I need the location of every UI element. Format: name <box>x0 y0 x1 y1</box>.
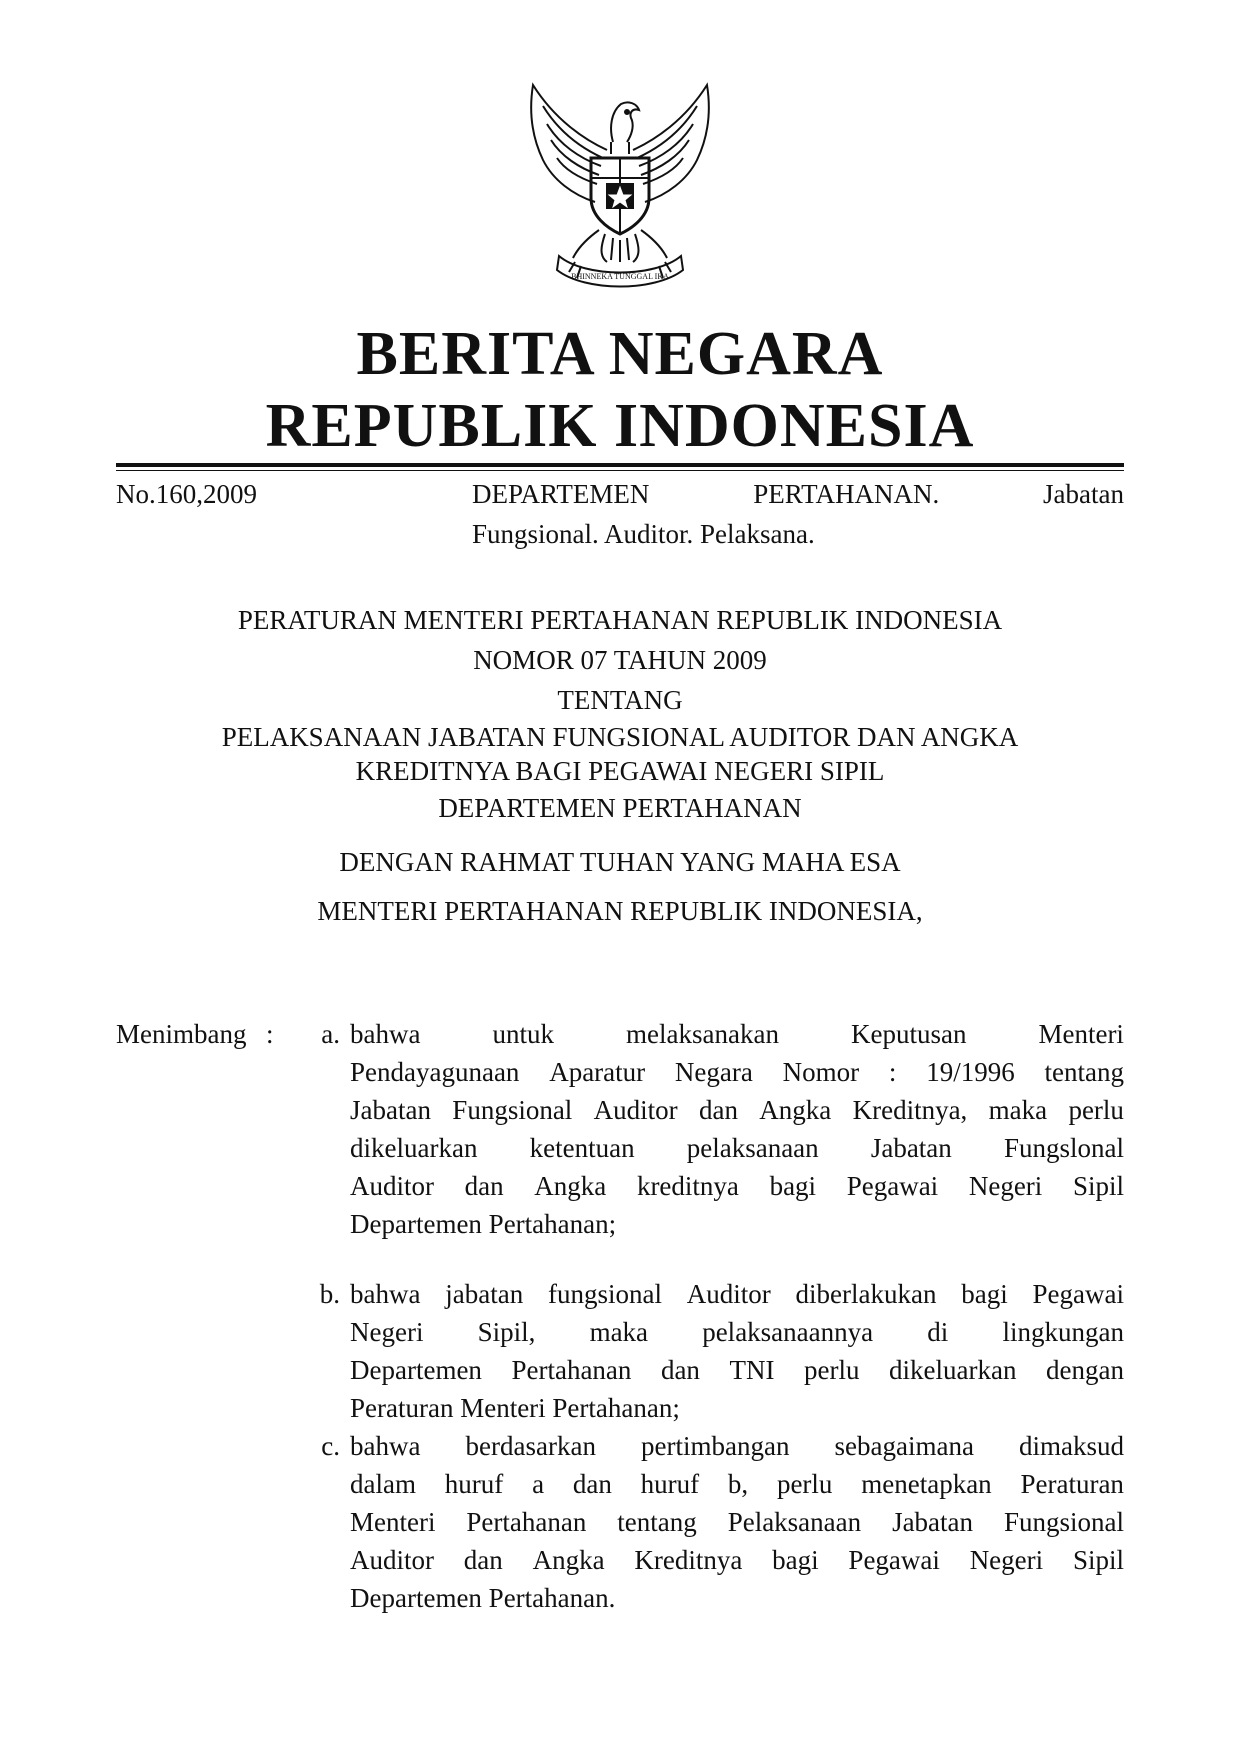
item-word: Pegawai <box>1032 1279 1124 1309</box>
item-marker: a. <box>321 1019 340 1049</box>
item-word: Angka <box>532 1545 605 1575</box>
item-word: Negeri <box>968 1171 1043 1201</box>
item-word: Kreditnya, <box>852 1095 968 1125</box>
item-word: tentang <box>1044 1057 1124 1087</box>
item-word: Pertahanan <box>511 1355 632 1385</box>
item-marker: b. <box>319 1279 340 1309</box>
item-word: Jabatan <box>350 1095 431 1125</box>
minister-heading: MENTERI PERTAHANAN REPUBLIK INDONESIA, <box>317 896 923 926</box>
item-word: Fungsional <box>1003 1507 1124 1537</box>
item-word: diberlakukan <box>795 1279 937 1309</box>
item-word: ketentuan <box>529 1133 635 1163</box>
item-word: sebagaimana <box>834 1431 974 1461</box>
item-word: Keputusan <box>850 1019 967 1049</box>
item-word: bahwa <box>350 1431 421 1461</box>
item-word: bagi <box>961 1279 1008 1309</box>
item-text-line <box>350 1389 1124 1427</box>
item-word: tentang <box>617 1507 697 1537</box>
item-word: Peraturan <box>1020 1469 1124 1499</box>
garuda-emblem-icon <box>515 80 725 300</box>
item-word: Auditor <box>350 1545 434 1575</box>
item-word: bagi <box>769 1171 817 1201</box>
item-word: jabatan <box>445 1279 524 1309</box>
item-word: Jabatan <box>892 1507 974 1537</box>
item-word: TNI <box>729 1355 775 1385</box>
item-word: Menteri <box>1038 1019 1124 1049</box>
item-word: dan <box>572 1469 612 1499</box>
item-text-line <box>350 1351 1124 1389</box>
item-word: Kreditnya <box>634 1545 743 1575</box>
item-text-line <box>350 1053 1124 1091</box>
masthead <box>0 318 1240 462</box>
item-word: Sipil <box>1072 1171 1124 1201</box>
item-word: lingkungan <box>1002 1317 1124 1347</box>
item-text-line <box>350 1275 1124 1313</box>
item-word: 19/1996 <box>926 1057 1015 1087</box>
item-word: dimaksud <box>1018 1431 1124 1461</box>
item-word: dalam <box>350 1469 416 1499</box>
item-word: Aparatur <box>549 1057 646 1087</box>
item-word: Jabatan <box>870 1133 952 1163</box>
item-word: huruf <box>640 1469 700 1499</box>
item-text-line <box>350 1091 1124 1129</box>
item-word: Menteri <box>350 1507 436 1537</box>
item-word: dan <box>660 1355 700 1385</box>
item-word: Peraturan Menteri Pertahanan; <box>350 1393 680 1423</box>
item-word: bahwa <box>350 1019 421 1049</box>
item-word: berdasarkan <box>465 1431 596 1461</box>
item-word: : <box>888 1057 897 1087</box>
item-word: pelaksanaan <box>686 1133 819 1163</box>
item-word: Fungslonal <box>1003 1133 1124 1163</box>
item-text-line <box>350 1205 1124 1243</box>
item-marker: c. <box>321 1431 340 1461</box>
item-text-line <box>350 1313 1124 1351</box>
item-word: Angka <box>534 1171 607 1201</box>
item-word: kreditnya <box>636 1171 739 1201</box>
subject-line-2: Fungsional. Auditor. Pelaksana. <box>472 519 815 549</box>
item-word: melaksanakan <box>626 1019 779 1049</box>
emblem-motto: BHINNEKA TUNGGAL IKA <box>571 272 669 281</box>
item-word: dan <box>698 1095 738 1125</box>
item-text-line <box>350 1579 1124 1617</box>
item-word: untuk <box>492 1019 554 1049</box>
subject-word: PERTAHANAN. <box>753 479 940 509</box>
item-word: b, <box>727 1469 749 1499</box>
item-word: Pegawai <box>846 1171 939 1201</box>
item-word: dengan <box>1045 1355 1124 1385</box>
item-text <box>350 1275 1124 1427</box>
item-word: Negeri <box>969 1545 1044 1575</box>
item-word: di <box>927 1317 949 1347</box>
item-word: Pendayagunaan <box>350 1057 520 1087</box>
item-word: fungsional <box>547 1279 662 1309</box>
item-text-line <box>350 1541 1124 1579</box>
item-word: perlu <box>803 1355 860 1385</box>
regulation-about: TENTANG <box>557 685 683 715</box>
item-word: dan <box>464 1171 504 1201</box>
header-divider-thick <box>116 463 1124 467</box>
item-text <box>350 1427 1124 1617</box>
grace-phrase: DENGAN RAHMAT TUHAN YANG MAHA ESA <box>339 847 901 877</box>
item-word: a <box>532 1469 545 1499</box>
item-text-line <box>350 1503 1124 1541</box>
item-text-line <box>350 1167 1124 1205</box>
document-subject <box>472 474 1124 554</box>
regulation-title-block <box>116 600 1124 932</box>
considering-label: Menimbang <box>116 1019 247 1049</box>
item-word: Auditor <box>686 1279 771 1309</box>
item-text-line <box>350 1465 1124 1503</box>
item-word: maka <box>589 1317 649 1347</box>
item-word: Departemen Pertahanan; <box>350 1209 617 1239</box>
item-word: perlu <box>1068 1095 1124 1125</box>
item-word: Negara <box>674 1057 753 1087</box>
item-text-line <box>350 1427 1124 1465</box>
regulation-number: NOMOR 07 TAHUN 2009 <box>473 645 767 675</box>
regulation-topic-line-3: DEPARTEMEN PERTAHANAN <box>438 793 802 823</box>
item-word: Pelaksanaan <box>727 1507 862 1537</box>
item-word: Fungsional <box>452 1095 573 1125</box>
item-word: Negeri <box>350 1317 424 1347</box>
masthead-subtitle: REPUBLIK INDONESIA <box>265 392 975 460</box>
item-word: Departemen <box>350 1355 482 1385</box>
considering-colon: : <box>266 1019 274 1049</box>
item-word: bahwa <box>350 1279 421 1309</box>
item-word: dan <box>463 1545 503 1575</box>
item-word: Pegawai <box>848 1545 940 1575</box>
regulation-topic-line-2: KREDITNYA BAGI PEGAWAI NEGERI SIPIL <box>355 756 885 786</box>
item-word: menetapkan <box>861 1469 992 1499</box>
document-number: No.160,2009 <box>116 479 257 509</box>
item-word: Angka <box>759 1095 832 1125</box>
item-word: Pertahanan <box>466 1507 587 1537</box>
item-word: Departemen Pertahanan. <box>350 1583 616 1613</box>
item-word: Sipil <box>1072 1545 1124 1575</box>
item-word: Sipil, <box>477 1317 536 1347</box>
header-divider-thin <box>116 470 1124 471</box>
item-word: dikeluarkan <box>350 1133 478 1163</box>
item-word: maka <box>988 1095 1048 1125</box>
regulation-title: PERATURAN MENTERI PERTAHANAN REPUBLIK INDONESIA <box>237 605 1003 635</box>
subject-word: Jabatan <box>1043 479 1124 509</box>
item-text-line <box>350 1129 1124 1167</box>
item-word: bagi <box>772 1545 819 1575</box>
subject-word: DEPARTEMEN <box>472 479 650 509</box>
item-word: pertimbangan <box>641 1431 790 1461</box>
subject-line-1 <box>472 474 1124 514</box>
item-text <box>350 1015 1124 1243</box>
item-word: pelaksanaannya <box>702 1317 874 1347</box>
item-word: Auditor <box>593 1095 678 1125</box>
item-word: Auditor <box>350 1171 434 1201</box>
item-word: Nomor <box>782 1057 860 1087</box>
masthead-title: BERITA NEGARA <box>356 320 884 388</box>
item-word: perlu <box>776 1469 833 1499</box>
item-word: huruf <box>444 1469 504 1499</box>
item-text-line <box>350 1015 1124 1053</box>
item-word: dikeluarkan <box>889 1355 1017 1385</box>
regulation-topic-line-1: PELAKSANAAN JABATAN FUNGSIONAL AUDITOR DAN ANGKA <box>221 722 1019 752</box>
